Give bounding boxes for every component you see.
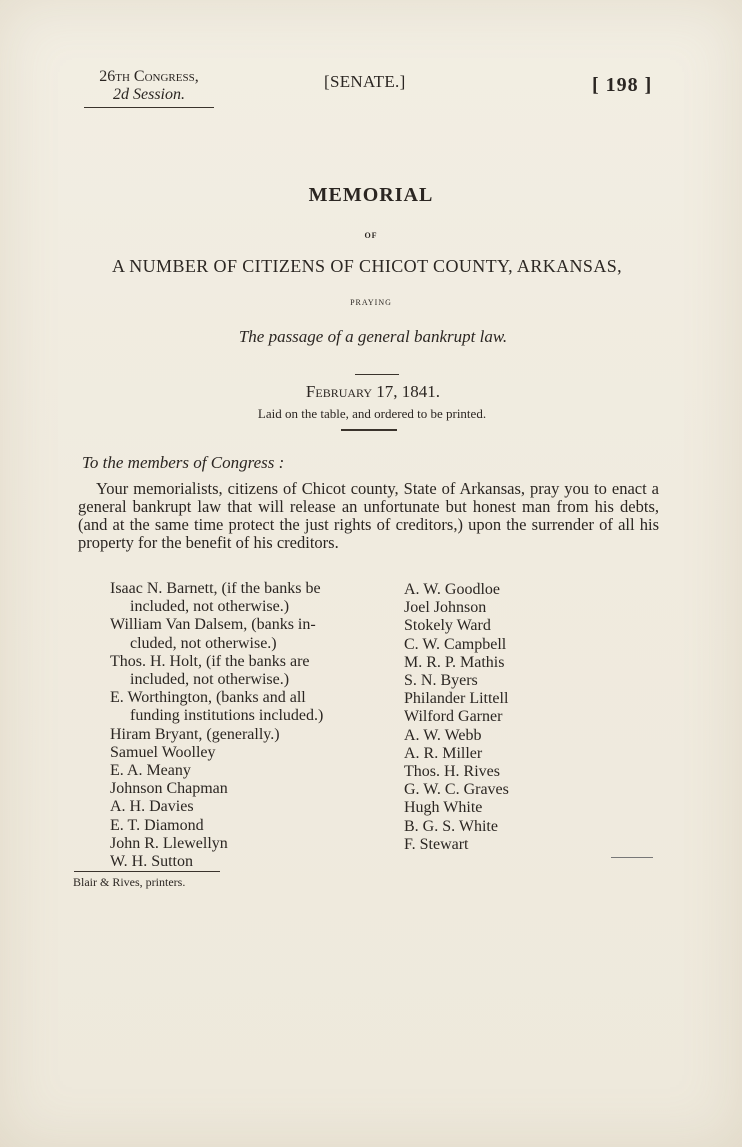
signer: Samuel Woolley [110,743,216,761]
signer: E. A. Meany [110,762,191,780]
signer: F. Stewart [404,835,469,853]
signer: S. N. Byers [404,672,478,690]
signer: C. W. Campbell [404,635,507,653]
signer: Johnson Chapman [110,780,228,798]
signer: B. G. S. White [404,817,498,835]
signer: A. H. Davies [110,798,194,816]
divider-top [355,374,399,375]
signer: E. Worthington, (banks and all funding institutions included.) [110,689,324,725]
date-line: February 17, 1841. [305,382,441,401]
salutation: To the members of Congress : [82,453,285,472]
printer-imprint: Blair & Rives, printers. [73,875,186,889]
passage-line: The passage of a general bankrupt law. [238,327,508,346]
document-title: MEMORIAL [308,184,434,206]
congress-session-block [84,68,214,108]
signer: Joel Johnson [404,599,487,617]
signer: Thos. H. Rives [404,763,500,781]
signer: E. T. Diamond [110,816,204,834]
subject-line: A NUMBER OF CITIZENS OF CHICOT COUNTY, ARKANSAS, [111,256,623,276]
signer: Hiram Bryant, (generally.) [110,725,280,743]
divider-bottom [341,429,397,431]
printer-rule [74,871,220,872]
chamber-label: [SENATE.] [324,72,406,91]
signer: Thos. H. Holt, (if the banks are included, not otherwise.) [110,652,310,689]
signer: Philander Littell [404,690,509,708]
signer: A. W. Goodloe [404,581,500,598]
laid-on-table-line: Laid on the table, and ordered to be printed. [257,406,487,421]
signers-left-column [110,580,372,871]
signer: Stokely Ward [404,617,491,635]
signer: G. W. C. Graves [404,781,509,799]
document-number: [ 198 ] [592,74,653,96]
signer: A. W. Webb [404,726,482,744]
memorial-body: Your memorialists, citizens of Chicot county, State of Arkansas, pray you to enact a general bankrupt law that will release an unfortunate but honest man from his debts, (and at the same time protect the just rights of creditors,) upon the surrender of all his property for the benefit of his creditors. [78,479,659,552]
signer: Hugh White [404,799,483,817]
signers-right-column [404,581,604,854]
pencil-mark [611,857,653,858]
congress-label: 26th Congress, [99,68,199,85]
of-label: OF [364,231,378,240]
signer: Isaac N. Barnett, (if the banks be included, not otherwise.) [110,580,321,616]
header-rule [84,107,214,108]
signer: W. H. Sutton [110,853,193,871]
signer: William Van Dalsem, (banks in- cluded, not otherwise.) [110,616,316,652]
signer: Wilford Garner [404,708,503,726]
signer: John R. Llewellyn [110,834,228,852]
praying-label: PRAYING [350,298,392,307]
session-label: 2d Session. [113,86,185,103]
signer: A. R. Miller [404,744,483,762]
signer: M. R. P. Mathis [404,653,505,671]
